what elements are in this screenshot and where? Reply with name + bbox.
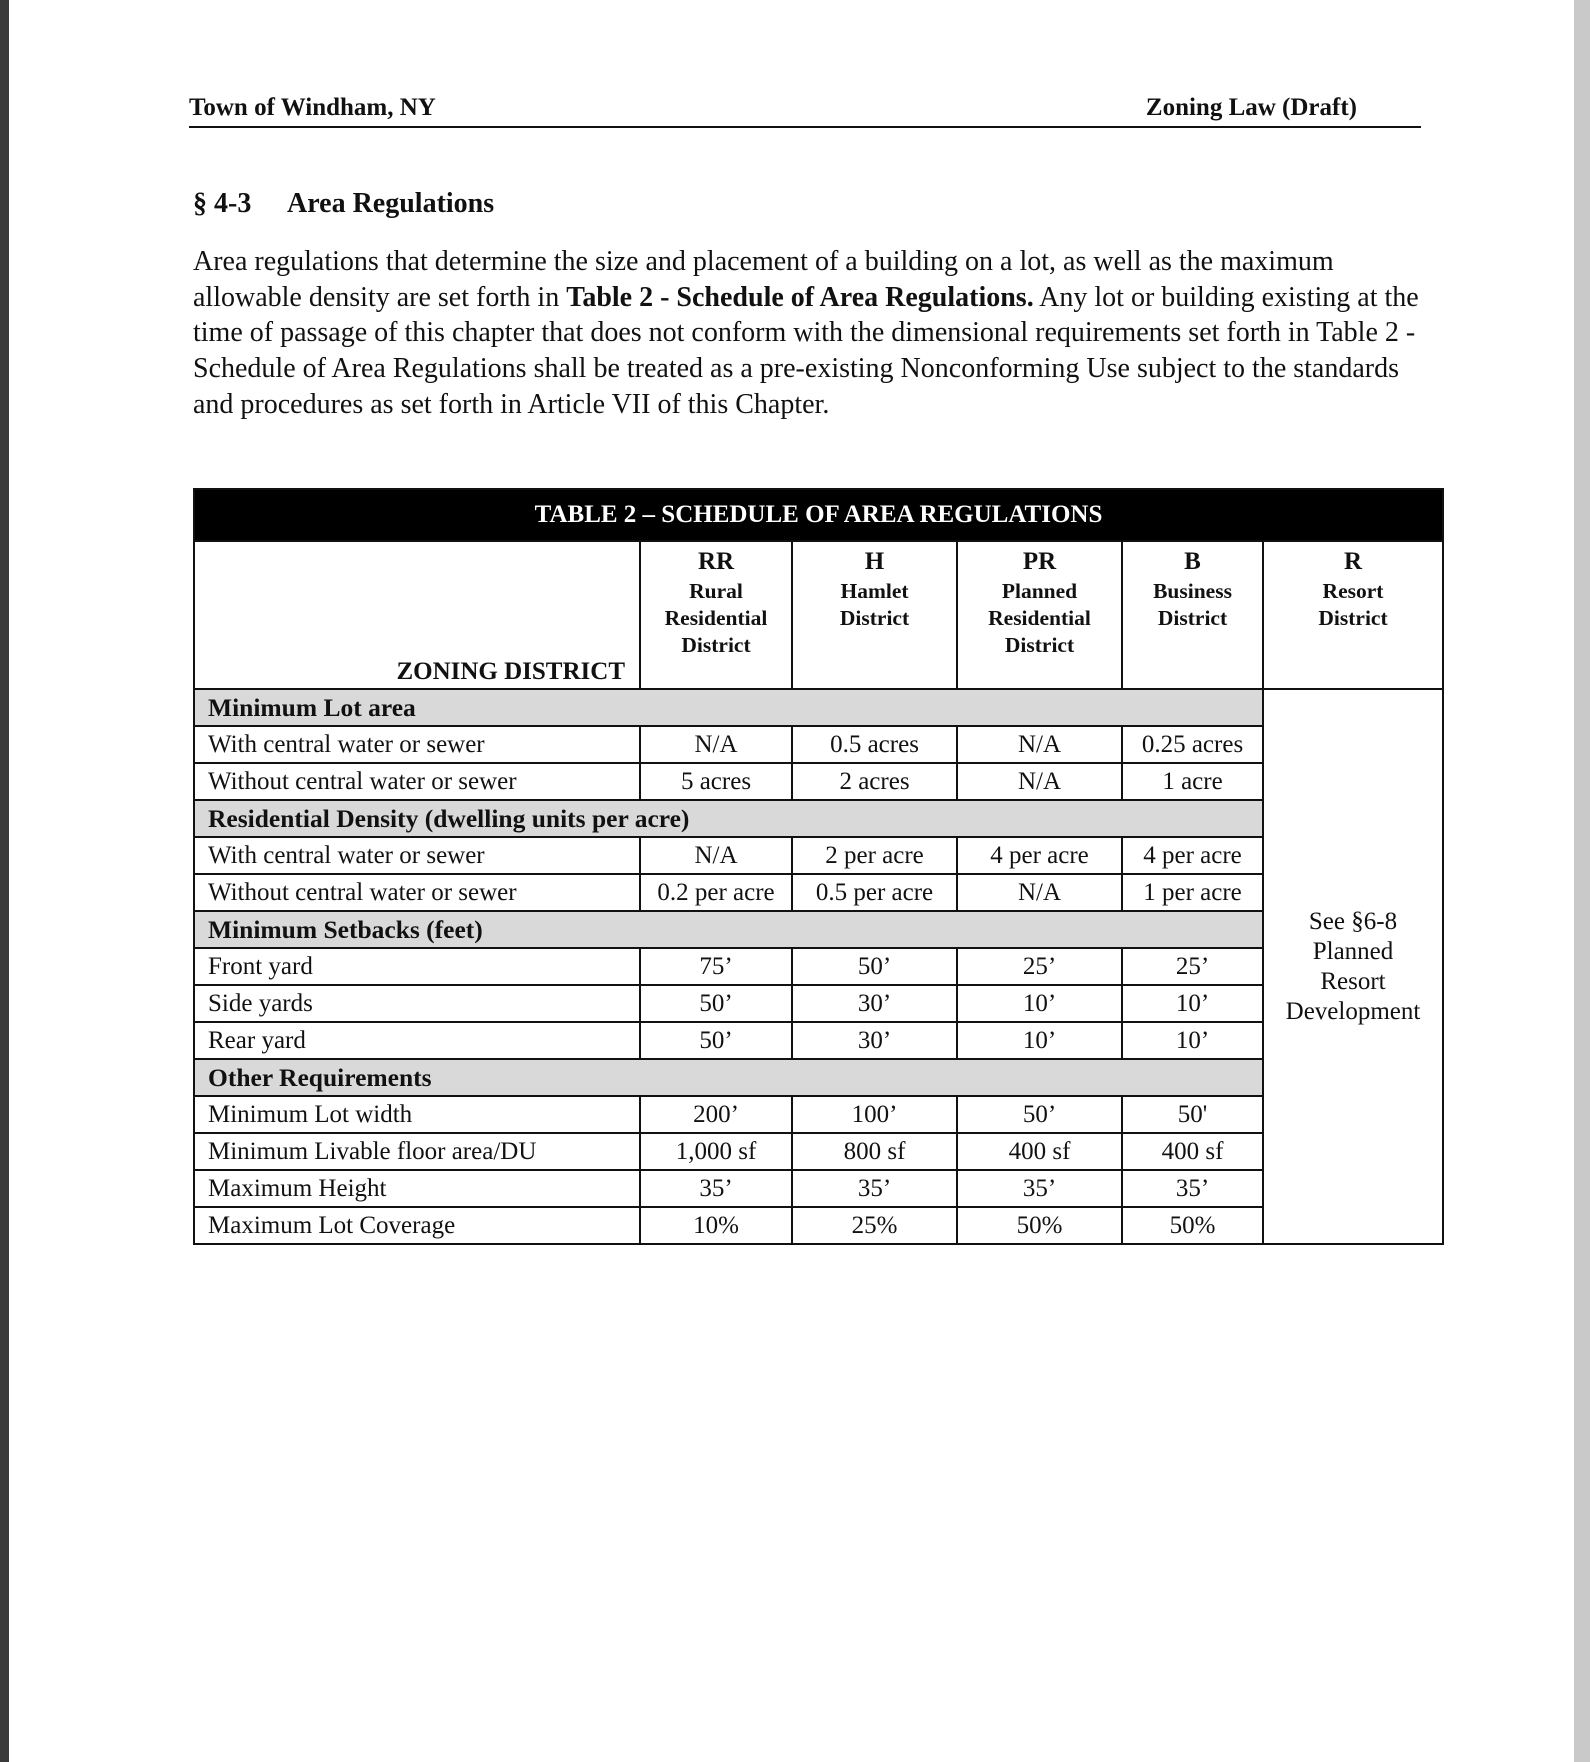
district-header-b: [1122, 541, 1263, 689]
district-name-line: District: [1004, 633, 1075, 657]
table-row: [194, 763, 1443, 800]
resort-note-line: See §6-8: [1308, 907, 1398, 935]
row-label: Rear yard: [194, 1022, 640, 1059]
group-title: Minimum Setbacks (feet): [194, 911, 1263, 948]
table-cell: 50': [1122, 1096, 1263, 1133]
table-cell: 25’: [957, 948, 1122, 985]
zoning-district-label: ZONING DISTRICT: [194, 541, 640, 689]
district-code: RR: [697, 548, 735, 575]
district-code: B: [1184, 548, 1201, 575]
table-cell: 50’: [640, 985, 792, 1022]
table-cell: 0.2 per acre: [640, 874, 792, 911]
district-code: R: [1343, 548, 1363, 575]
group-title: Minimum Lot area: [194, 689, 1263, 726]
row-label: Without central water or sewer: [194, 874, 640, 911]
table-cell: N/A: [640, 726, 792, 763]
table-cell: 5 acres: [640, 763, 792, 800]
table-cell: 10’: [1122, 1022, 1263, 1059]
table-cell: 1 per acre: [1122, 874, 1263, 911]
header-right: Zoning Law (Draft): [1145, 94, 1357, 121]
table-cell: 25%: [792, 1207, 957, 1244]
row-label: Front yard: [194, 948, 640, 985]
table-title-row: [194, 489, 1443, 541]
table-body: [194, 689, 1443, 1244]
row-label: Maximum Lot Coverage: [194, 1207, 640, 1244]
table-cell: 50’: [640, 1022, 792, 1059]
district-name-line: District: [1318, 606, 1388, 630]
district-name-line: Planned: [1001, 579, 1078, 603]
district-header-pr: [957, 541, 1122, 689]
table-cell: 35’: [957, 1170, 1122, 1207]
table-row: [194, 985, 1443, 1022]
table-cell: 35’: [640, 1170, 792, 1207]
area-regulations-table: [193, 488, 1444, 1245]
table-cell: 2 per acre: [792, 837, 957, 874]
district-name-line: Rural: [689, 579, 743, 603]
table-cell: 0.5 acres: [792, 726, 957, 763]
table-cell: 400 sf: [957, 1133, 1122, 1170]
table-cell: 50’: [792, 948, 957, 985]
table-cell: 0.25 acres: [1122, 726, 1263, 763]
resort-note-line: Resort: [1320, 967, 1386, 995]
table-cell: 35’: [792, 1170, 957, 1207]
district-name-line: Hamlet: [840, 579, 909, 603]
district-code: H: [864, 548, 885, 575]
table-cell: 10’: [957, 1022, 1122, 1059]
table-cell: N/A: [957, 726, 1122, 763]
table-cell: 1 acre: [1122, 763, 1263, 800]
table-cell: 35’: [1122, 1170, 1263, 1207]
table-row: [194, 948, 1443, 985]
table-cell: 400 sf: [1122, 1133, 1263, 1170]
row-label: With central water or sewer: [194, 837, 640, 874]
table-cell: 800 sf: [792, 1133, 957, 1170]
district-name-line: Business: [1153, 579, 1232, 603]
intro-text-2: Any lot or building existing at the time of passage of this chapter that does not conform with the dimensional requirements set forth in Table 2 - Schedule of Area Regulations shall be treated as a pre-existing Nonconforming Use subject to the standards and procedures as set forth in Article VII of this Chapter.: [193, 281, 1419, 420]
section-number: § 4-3: [193, 188, 252, 219]
district-name-line: Residential: [664, 606, 768, 630]
intro-paragraph: [193, 244, 1433, 423]
table-cell: 100’: [792, 1096, 957, 1133]
group-title: Residential Density (dwelling units per acre): [194, 800, 1263, 837]
table-cell: N/A: [957, 763, 1122, 800]
district-name-line: Residential: [988, 606, 1091, 630]
group-title: Other Requirements: [194, 1059, 1263, 1096]
row-label: With central water or sewer: [194, 726, 640, 763]
row-label: Minimum Lot width: [194, 1096, 640, 1133]
table-cell: 50%: [957, 1207, 1122, 1244]
row-label: Minimum Livable floor area/DU: [194, 1133, 640, 1170]
resort-note-line: Planned: [1312, 937, 1394, 965]
district-name-line: District: [1157, 606, 1228, 630]
table-cell: 25’: [1122, 948, 1263, 985]
table-cell: 50%: [1122, 1207, 1263, 1244]
group-header-row: [194, 800, 1443, 837]
district-name-line: District: [839, 606, 910, 630]
district-header-h: [792, 541, 957, 689]
table-cell: N/A: [640, 837, 792, 874]
viewer-scrollbar[interactable]: [1574, 0, 1590, 1762]
table-row: [194, 874, 1443, 911]
table-cell: 30’: [792, 1022, 957, 1059]
district-header-r: [1263, 541, 1443, 689]
row-label: Without central water or sewer: [194, 763, 640, 800]
table-row: [194, 1022, 1443, 1059]
section-title: Area Regulations: [287, 188, 495, 219]
district-name-line: Resort: [1322, 579, 1384, 603]
table-row: [194, 1170, 1443, 1207]
table-cell: 4 per acre: [957, 837, 1122, 874]
group-header-row: [194, 689, 1443, 726]
intro-text-1: Area regulations that determine the size and placement of a building on a lot, as well as the maximum allowable density are set forth in: [193, 246, 1334, 313]
header-left: Town of Windham, NY: [189, 94, 436, 121]
running-header: [189, 94, 1421, 128]
table-row: [194, 1133, 1443, 1170]
row-label: Maximum Height: [194, 1170, 640, 1207]
group-header-row: [194, 1059, 1443, 1096]
table-cell: 1,000 sf: [640, 1133, 792, 1170]
viewer-left-edge: [0, 0, 9, 1762]
table-cell: 0.5 per acre: [792, 874, 957, 911]
section-heading: [193, 188, 494, 220]
document-page: [9, 0, 1574, 1762]
resort-note-line: Development: [1285, 997, 1421, 1025]
district-header-rr: [640, 541, 792, 689]
table-cell: 4 per acre: [1122, 837, 1263, 874]
table-cell: 10’: [957, 985, 1122, 1022]
table-cell: N/A: [957, 874, 1122, 911]
row-label: Side yards: [194, 985, 640, 1022]
table-cell: 10%: [640, 1207, 792, 1244]
district-header-row: [194, 541, 1443, 689]
group-header-row: [194, 911, 1443, 948]
table-row: [194, 1207, 1443, 1244]
table-cell: 30’: [792, 985, 957, 1022]
table-cell: 50’: [957, 1096, 1122, 1133]
table-row: [194, 726, 1443, 763]
table-title: TABLE 2 – SCHEDULE OF AREA REGULATIONS: [194, 489, 1443, 541]
table-cell: 10’: [1122, 985, 1263, 1022]
intro-table-reference: Table 2 - Schedule of Area Regulations.: [566, 281, 1034, 313]
table-row: [194, 837, 1443, 874]
district-name-line: District: [681, 633, 751, 657]
district-code: PR: [1022, 548, 1057, 575]
table-cell: 2 acres: [792, 763, 957, 800]
table-cell: 200’: [640, 1096, 792, 1133]
table-row: [194, 1096, 1443, 1133]
resort-district-note: [1263, 689, 1443, 1244]
table-cell: 75’: [640, 948, 792, 985]
